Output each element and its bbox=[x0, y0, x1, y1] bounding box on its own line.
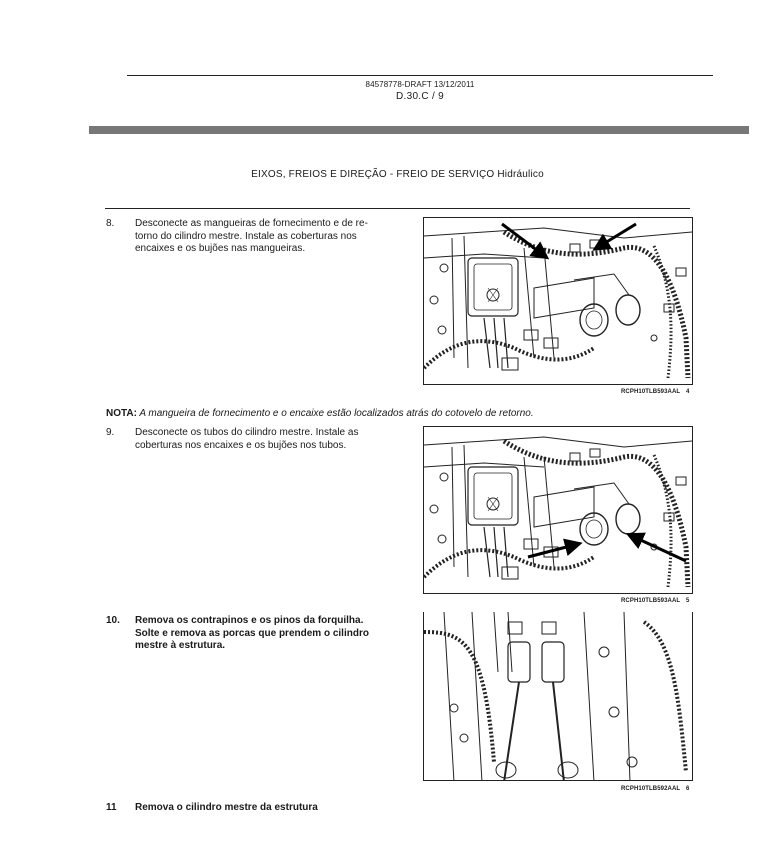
step-text bbox=[135, 218, 397, 256]
step-number: 11 bbox=[106, 802, 117, 813]
figure-number: 4 bbox=[686, 389, 690, 395]
header-rule bbox=[127, 75, 713, 76]
step-line: Remova o cilindro mestre da estrutura bbox=[135, 802, 318, 811]
note-text: A mangueira de fornecimento e o encaixe estão localizados atrás do cotovelo de retorno. bbox=[136, 408, 534, 419]
step-text bbox=[135, 427, 397, 452]
note bbox=[106, 408, 534, 419]
step-line: Remova os contrapinos e os pinos da forquilha. bbox=[135, 615, 364, 626]
section-title: EIXOS, FREIOS E DIREÇÃO - FREIO DE SERVIÇO Hidráulico bbox=[251, 169, 544, 180]
step-number: 10. bbox=[106, 615, 120, 626]
step-line: Solte e remova as porcas que prendem o cilindro bbox=[135, 627, 369, 639]
figure-5 bbox=[423, 426, 693, 594]
step-text bbox=[135, 802, 397, 811]
section-band bbox=[89, 126, 749, 134]
step-number: 8. bbox=[106, 218, 115, 229]
arrow-indicator bbox=[600, 224, 636, 246]
figure-6 bbox=[423, 612, 693, 781]
step-number: 9. bbox=[106, 427, 115, 438]
step-line: coberturas nos encaixes e os bujões nos tubos. bbox=[135, 439, 347, 451]
arrow-indicator bbox=[634, 537, 686, 561]
figure-ref: RCPH10TLB593AAL bbox=[621, 598, 681, 604]
section-rule bbox=[105, 208, 690, 209]
figure-ref: RCPH10TLB593AAL bbox=[621, 389, 681, 395]
step-line: Desconecte os tubos do cilindro mestre. Instale as bbox=[135, 427, 359, 438]
figure-ref: RCPH10TLB592AAL bbox=[621, 786, 681, 792]
figure-number: 5 bbox=[686, 598, 690, 604]
step-text bbox=[135, 615, 397, 653]
page-reference: D.30.C / 9 bbox=[395, 91, 445, 102]
figure-5-illustration bbox=[424, 427, 692, 593]
figure-6-illustration bbox=[424, 612, 692, 780]
figure-4-illustration bbox=[424, 218, 692, 384]
figure-number: 6 bbox=[686, 786, 690, 792]
step-line: Desconecte as mangueiras de fornecimento e de re- bbox=[135, 218, 368, 229]
figure-4 bbox=[423, 217, 693, 385]
step-line: encaixes e os bujões nas mangueiras. bbox=[135, 243, 306, 254]
document-id: 84578778-DRAFT 13/12/2011 bbox=[365, 80, 475, 89]
step-line: torno do cilindro mestre. Instale as coberturas nos bbox=[135, 230, 357, 242]
note-label: NOTA: bbox=[106, 408, 137, 419]
step-line: mestre à estrutura. bbox=[135, 640, 226, 651]
